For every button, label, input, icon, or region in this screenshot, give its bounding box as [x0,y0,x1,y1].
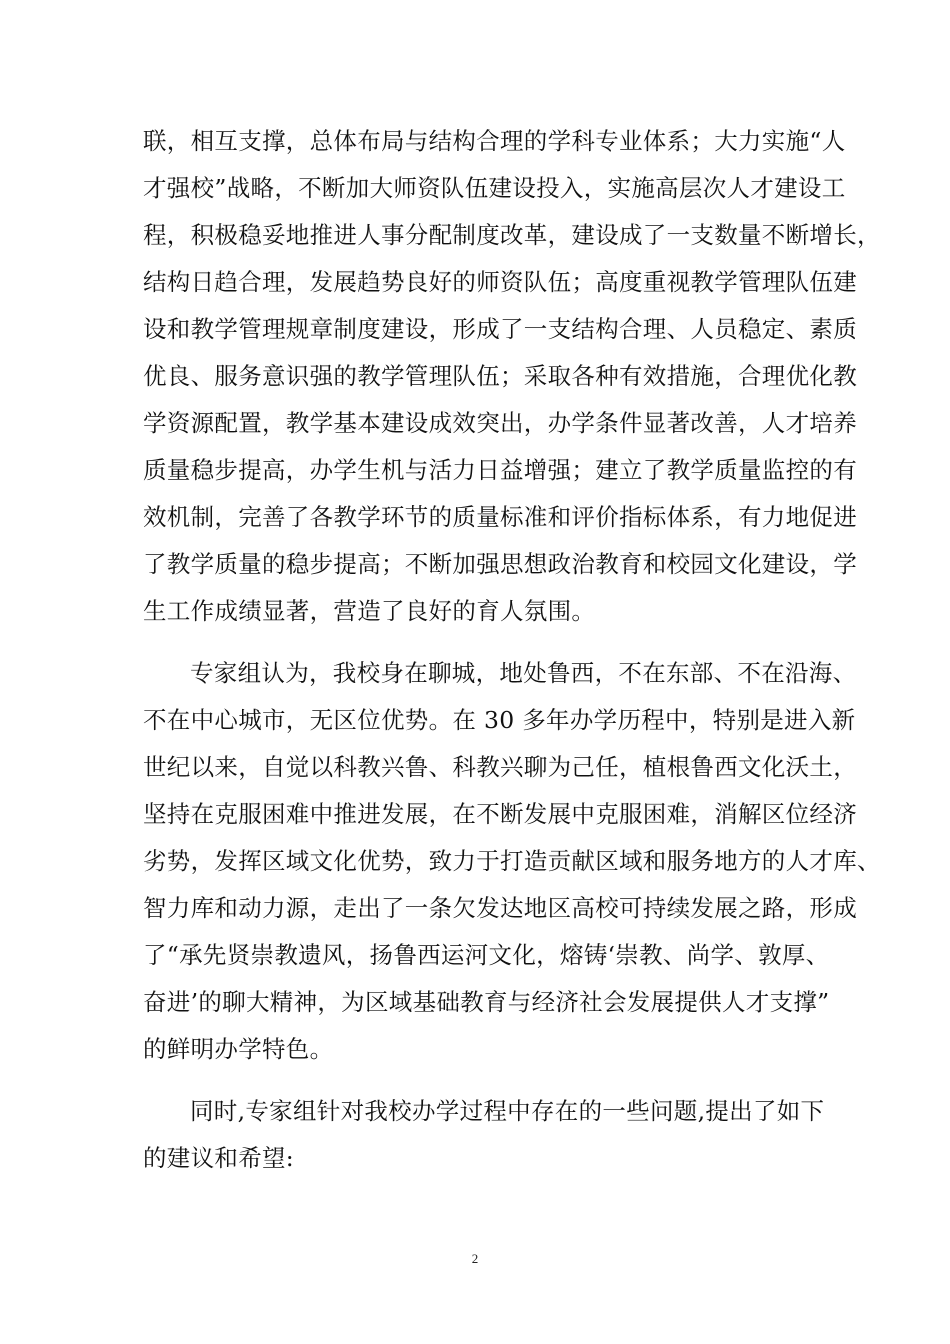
page-number: 2 [471,1251,479,1266]
paragraph-1-line-2: 才强校”战略，不断加大师资队伍建设投入，实施高层次人才建设工 [143,174,846,202]
paragraph-1-line-5: 设和教学管理规章制度建设，形成了一支结构合理、人员稳定、素质 [143,315,857,343]
paragraph-1-line-3: 程，积极稳妥地推进人事分配制度改革，建设成了一支数量不断增长， [143,221,881,249]
paragraph-2-line-7: 了“承先贤崇教遗风，扬鲁西运河文化，熔铸‘崇教、尚学、敦厚、 [143,941,830,969]
paragraph-2-line-6: 智力库和动力源，走出了一条欠发达地区高校可持续发展之路，形成 [143,894,857,922]
paragraph-2-line-8: 奋进’的聊大精神，为区域基础教育与经济社会发展提供人才支撑” [143,988,830,1016]
paragraph-1-line-8: 质量稳步提高，办学生机与活力日益增强；建立了教学质量监控的有 [143,456,857,484]
paragraph-2-line-1: 专家组认为，我校身在聊城，地处鲁西，不在东部、不在沿海、 [190,659,857,687]
paragraph-2-line-2: 不在中心城市，无区位优势。在 30 多年办学历程中，特别是进入新 [143,706,856,734]
paragraph-1-line-11: 生工作成绩显著，营造了良好的育人氛围。 [143,597,596,625]
paragraph-1-line-7: 学资源配置，教学基本建设成效突出，办学条件显著改善，人才培养 [143,409,857,437]
paragraph-2-line-4: 坚持在克服困难中推进发展，在不断发展中克服困难，消解区位经济 [143,800,857,828]
paragraph-1-line-10: 了教学质量的稳步提高；不断加强思想政治教育和校园文化建设，学 [143,550,857,578]
paragraph-2-line-5: 劣势，发挥区域文化优势，致力于打造贡献区域和服务地方的人才库、 [143,847,881,875]
paragraph-1-line-6: 优良、服务意识强的教学管理队伍；采取各种有效措施，合理优化教 [143,362,857,390]
paragraph-3-line-2: 的建议和希望: [143,1144,295,1172]
paragraph-2-line-3: 世纪以来，自觉以科教兴鲁、科教兴聊为己任，植根鲁西文化沃土， [143,753,857,781]
paragraph-1-line-9: 效机制，完善了各教学环节的质量标准和评价指标体系，有力地促进 [143,503,857,531]
paragraph-1-line-1: 联，相互支撑，总体布局与结构合理的学科专业体系；大力实施“人 [143,127,846,155]
paragraph-3-line-1: 同时,专家组针对我校办学过程中存在的一些问题,提出了如下 [190,1097,825,1125]
paragraph-2-line-9: 的鲜明办学特色。 [143,1035,334,1063]
paragraph-1-line-4: 结构日趋合理，发展趋势良好的师资队伍；高度重视教学管理队伍建 [143,268,857,296]
